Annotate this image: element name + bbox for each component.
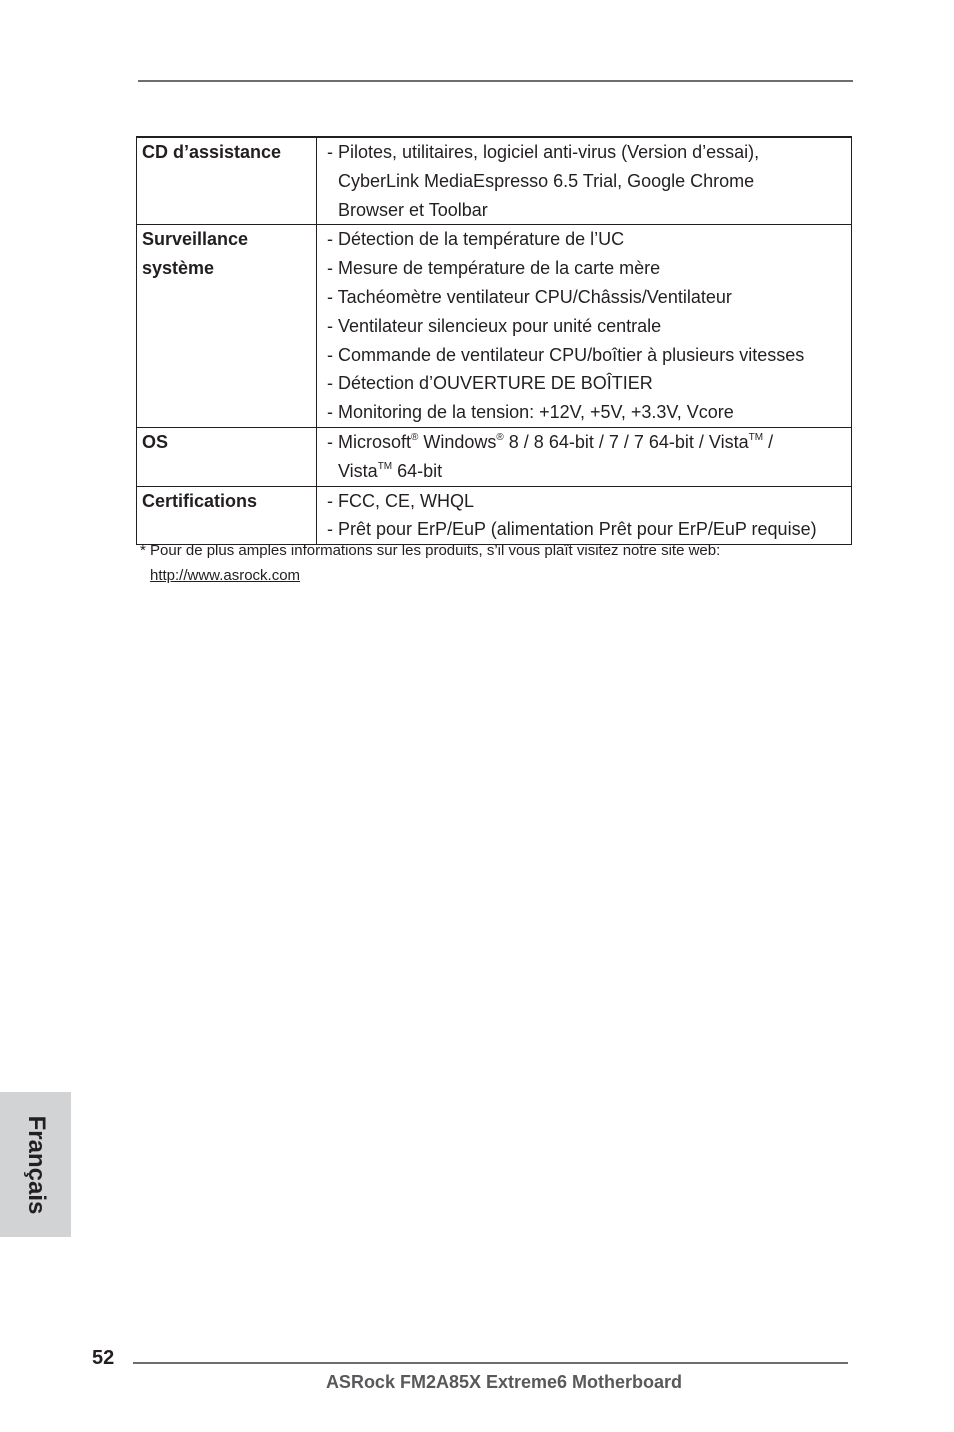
row-value	[317, 137, 852, 225]
row-label	[137, 225, 317, 428]
row-label-line: Surveillance	[142, 229, 249, 250]
value-line: - Monitoring de la tension: +12V, +5V, +3.3V, Vcore	[327, 402, 734, 423]
value-line: - Pilotes, utilitaires, logiciel anti-virus (Version d’essai),	[327, 142, 760, 162]
trademark-mark: TM	[748, 431, 764, 443]
row-label-line: système	[142, 258, 215, 279]
row-label	[137, 137, 317, 225]
spec-row-hardware-monitor	[137, 225, 852, 428]
registered-mark: ®	[411, 431, 419, 443]
os-text: 8 / 8 64-bit / 7 / 7 64-bit / Vista	[503, 431, 749, 452]
footer-rule	[133, 1362, 848, 1364]
header-rule	[138, 80, 853, 82]
row-label-line: Certifications	[142, 490, 258, 511]
os-text: Windows	[418, 431, 497, 452]
value-line: - Tachéomètre ventilateur CPU/Châssis/Ventilateur	[327, 286, 732, 307]
value-line: - Mesure de température de la carte mère	[327, 258, 661, 279]
footnote-text: * Pour de plus amples informations sur les produits, s’il vous plaît visitez notre site web:	[140, 542, 721, 559]
footer-title: ASRock FM2A85X Extreme6 Motherboard	[325, 1372, 683, 1392]
os-line-1	[327, 428, 851, 457]
row-value	[317, 427, 852, 486]
os-text: Vista	[338, 460, 378, 481]
language-tab	[0, 1092, 71, 1237]
value-line: - Commande de ventilateur CPU/boîtier à plusieurs vitesses	[327, 344, 805, 365]
os-line-2	[327, 457, 851, 486]
spec-row-support-cd	[137, 137, 852, 225]
value-line: - FCC, CE, WHQL	[327, 490, 474, 511]
value-line: - Détection d’OUVERTURE DE BOÎTIER	[327, 373, 653, 394]
footnote	[140, 538, 720, 588]
os-text: - Microsoft	[327, 431, 412, 452]
page-number: 52	[92, 1347, 115, 1369]
value-line: Browser et Toolbar	[338, 199, 488, 220]
row-label-line: OS	[142, 431, 169, 452]
value-line: CyberLink MediaEspresso 6.5 Trial, Google Chrome	[338, 170, 755, 191]
spec-table	[136, 136, 852, 545]
spec-row-certifications	[137, 486, 852, 545]
value-line: - Détection de la température de l’UC	[327, 229, 625, 250]
row-value	[317, 225, 852, 428]
trademark-mark: TM	[377, 460, 393, 472]
spec-row-os	[137, 427, 852, 486]
language-tab-label: Français	[22, 1115, 50, 1214]
os-text: /	[763, 431, 774, 452]
os-text: 64-bit	[392, 460, 443, 481]
row-value	[317, 486, 852, 545]
row-label	[137, 427, 317, 486]
value-line: - Prêt pour ErP/EuP (alimentation Prêt pour ErP/EuP requise)	[327, 519, 817, 540]
row-label-line: CD d’assistance	[142, 142, 282, 162]
row-label	[137, 486, 317, 545]
website-link[interactable]: http://www.asrock.com	[150, 567, 301, 584]
value-line: - Ventilateur silencieux pour unité centrale	[327, 315, 662, 336]
registered-mark: ®	[496, 431, 504, 443]
